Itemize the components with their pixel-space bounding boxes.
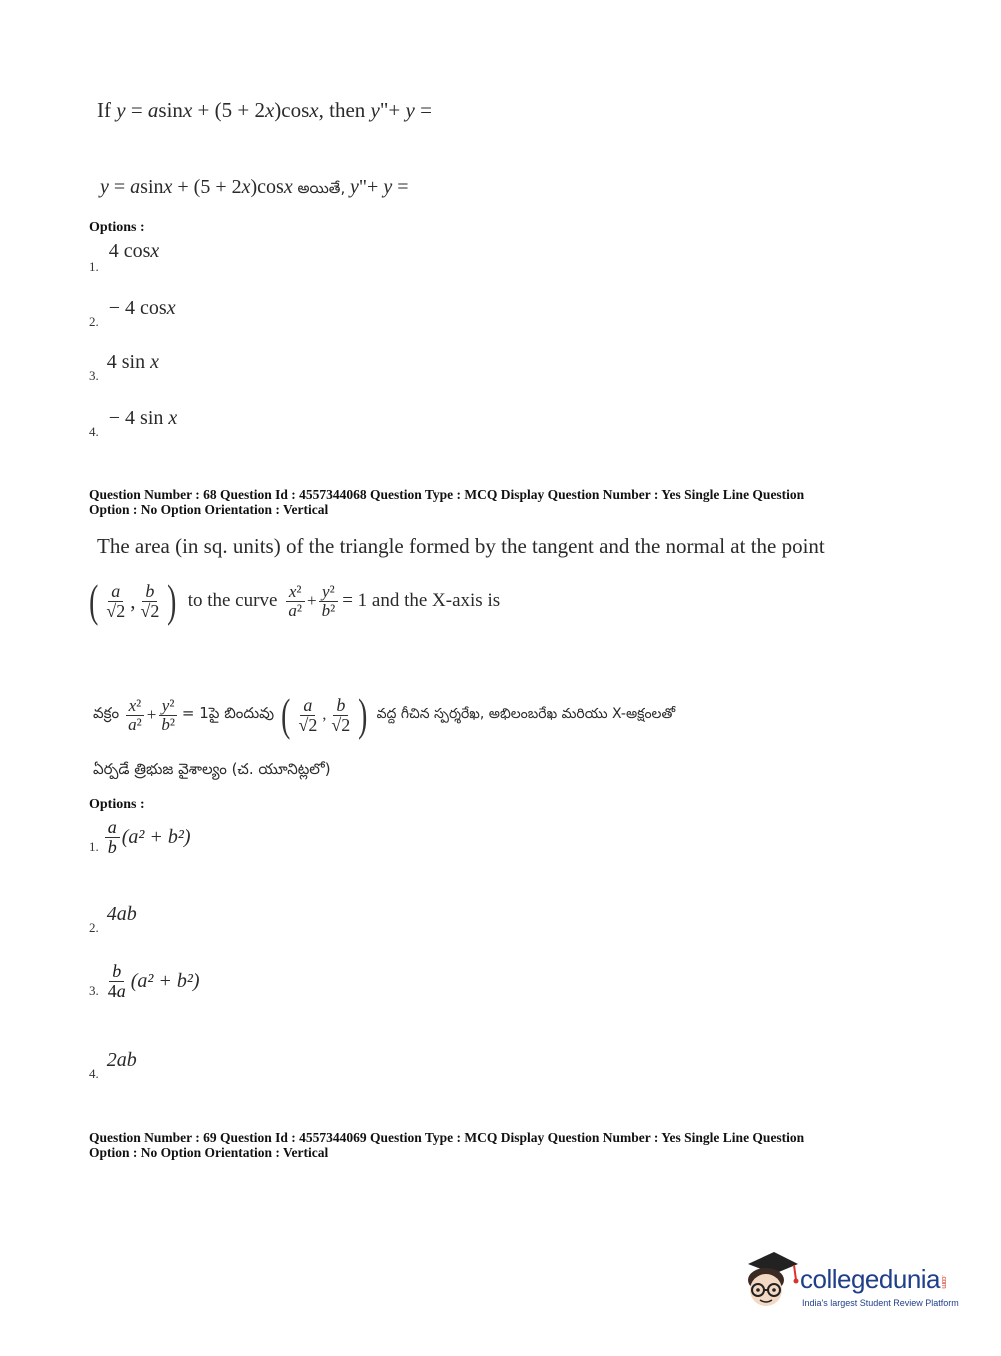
q69-meta: Question Number : 69 Question Id : 4557344069 Question Type : MCQ Display Question Number : Yes Single Line Question Option : No Option Orientation : Vertical <box>89 1130 805 1160</box>
left-paren: ( <box>89 575 99 626</box>
q68-telugu-line2: ఏర్పడే త్రిభుజ వైశాల్యం (చ. యూనిట్లలో) <box>93 760 331 778</box>
brand-suffix: .com <box>940 1274 948 1288</box>
q68-option-2[interactable]: $_{2.}$ 4ab <box>89 903 137 935</box>
q68-option-3[interactable]: 3. $\frac{b}{4a}$ (a² + b²) <box>89 961 200 1001</box>
q67-telugu-text: y = asinx + (5 + 2x)cosx అయితే, y"+ y = <box>100 176 409 198</box>
q67-option-3[interactable]: $_{3.}$ 4 sin x <box>89 351 159 383</box>
collegedunia-logo[interactable] <box>740 1250 970 1320</box>
right-paren: ) <box>167 575 177 626</box>
mascot-icon <box>740 1250 802 1314</box>
q68-option-1[interactable]: 1. $\frac{a}{b}$ (a² + b²) <box>89 817 191 857</box>
q67-option-2[interactable]: $_{2.}$ − 4 cosx <box>89 297 176 329</box>
q67-option-1[interactable]: $_{1.}$ 4 cosx <box>89 240 160 274</box>
q68-options-label: Options : <box>89 797 145 812</box>
q68-english-line2: ( $\frac{a}{√2}$ , $\frac{b}{√2}$ ) to the curve $\frac{\text{x²}}{\text{a²}}$ + $\frac{\text{y²}}{\text{b²}}$ = 1 and the X-axis is <box>89 575 501 626</box>
q68-meta: Question Number : 68 Question Id : 4557344068 Question Type : MCQ Display Question Number : Yes Single Line Question Option : No Option Orientation : Vertical <box>89 487 805 517</box>
q67-options-label: Options : <box>89 220 145 235</box>
q68-english-line1: The area (in sq. units) of the triangle formed by the tangent and the normal at the point <box>97 534 825 558</box>
brand-name: collegedunia <box>800 1264 941 1294</box>
brand-tagline: India's largest Student Review Platform <box>802 1298 959 1308</box>
q67-option-4[interactable]: $_{4.}$ − 4 sin x <box>89 407 178 439</box>
q68-option-4[interactable]: $_{4.}$ 2ab <box>89 1049 137 1081</box>
q68-telugu-line1: వక్రం $\frac{\text{x²}}{\text{a²}}$ + $\frac{\text{y²}}{\text{b²}}$ = 1పై బిందువు ( $\frac{a}{√2}$ , $\frac{b}{√2}$ ) వద్ద గీచిన స్పర్శరేఖ, అభిలంబరేఖ మరియు X-అక్షంలతో <box>93 689 676 740</box>
q67-english-text: If y = asinx + (5 + 2x)cosx, then y"+ y = <box>97 98 432 122</box>
